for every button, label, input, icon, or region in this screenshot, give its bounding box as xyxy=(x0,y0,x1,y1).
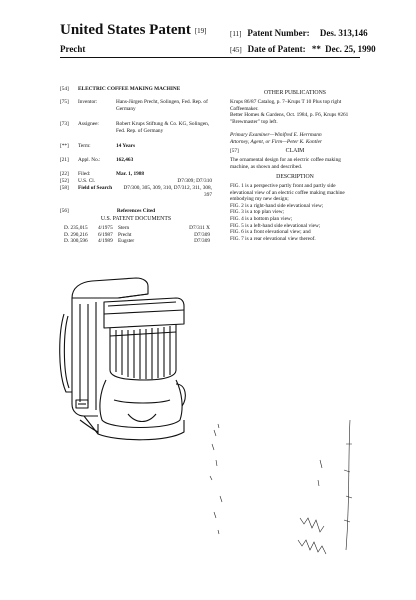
coffee-maker-drawing xyxy=(58,274,190,446)
publication-item: Better Homes & Gardens, Oct. 1984, p. F6, Krups #261 "Brewmaster" top left. xyxy=(230,112,349,125)
description-item: FIG. 2 is a right-hand side elevational view; xyxy=(230,202,324,209)
attorney: Attorney, Agent, or Firm—Peter K. Kontler xyxy=(230,138,323,145)
inventor-short: Precht xyxy=(60,44,86,54)
table-row: D. 290,216 6/1987 Precht D7/309 xyxy=(64,231,210,238)
patent-number-line: [11] Patent Number: Des. 313,146 xyxy=(230,28,368,38)
description-title: DESCRIPTION xyxy=(276,174,314,180)
other-publications xyxy=(230,99,360,125)
description-item: FIG. 1 is a perspective partly front and partly side elevational view of an electric coffee making machine embodying my new design; xyxy=(230,183,345,203)
description-item: FIG. 6 is a front elevational view; and xyxy=(230,229,311,236)
references-table xyxy=(64,225,210,245)
patent-date: Dec. 25, 1990 xyxy=(325,44,376,54)
table-row: D. 235,015 4/1975 Stern D7/311 X xyxy=(64,225,210,231)
description-item: FIG. 7 is a rear elevational view thereof. xyxy=(230,235,316,242)
publication-item: Krups 86/87 Catalog, p. 7–Krups T 10 Plus top right Coffeemaker. xyxy=(230,99,342,112)
description-item: FIG. 3 is a top plan view; xyxy=(230,209,284,216)
date-line: [45] Date of Patent: ** Dec. 25, 1990 xyxy=(230,44,376,54)
claim-text: The ornamental design for an electric coffee making machine, as shown and described. xyxy=(230,157,341,170)
header-rule xyxy=(60,57,360,58)
description-item: FIG. 5 is a left-hand side elevational view; xyxy=(230,222,321,229)
references-subtitle: U.S. PATENT DOCUMENTS xyxy=(100,216,172,222)
claim-heading: [57] CLAIM xyxy=(230,148,305,154)
other-publications-title: OTHER PUBLICATIONS xyxy=(264,90,326,96)
date-marks: ** xyxy=(311,44,321,54)
title-code: [19] xyxy=(194,26,207,35)
primary-examiner: Primary Examiner—Winifred E. Herrmann xyxy=(230,132,322,138)
scan-marks xyxy=(200,400,380,570)
description-list xyxy=(230,183,360,242)
patent-number: Des. 313,146 xyxy=(319,28,368,38)
description-item: FIG. 4 is a bottom plan view; xyxy=(230,215,293,222)
examiners xyxy=(230,132,360,145)
patent-title: United States Patent [19] xyxy=(60,22,207,38)
table-row: D. 300,596 4/1989 Eugster D7/309 xyxy=(64,238,210,245)
references-heading: [56] References Cited xyxy=(60,208,156,214)
